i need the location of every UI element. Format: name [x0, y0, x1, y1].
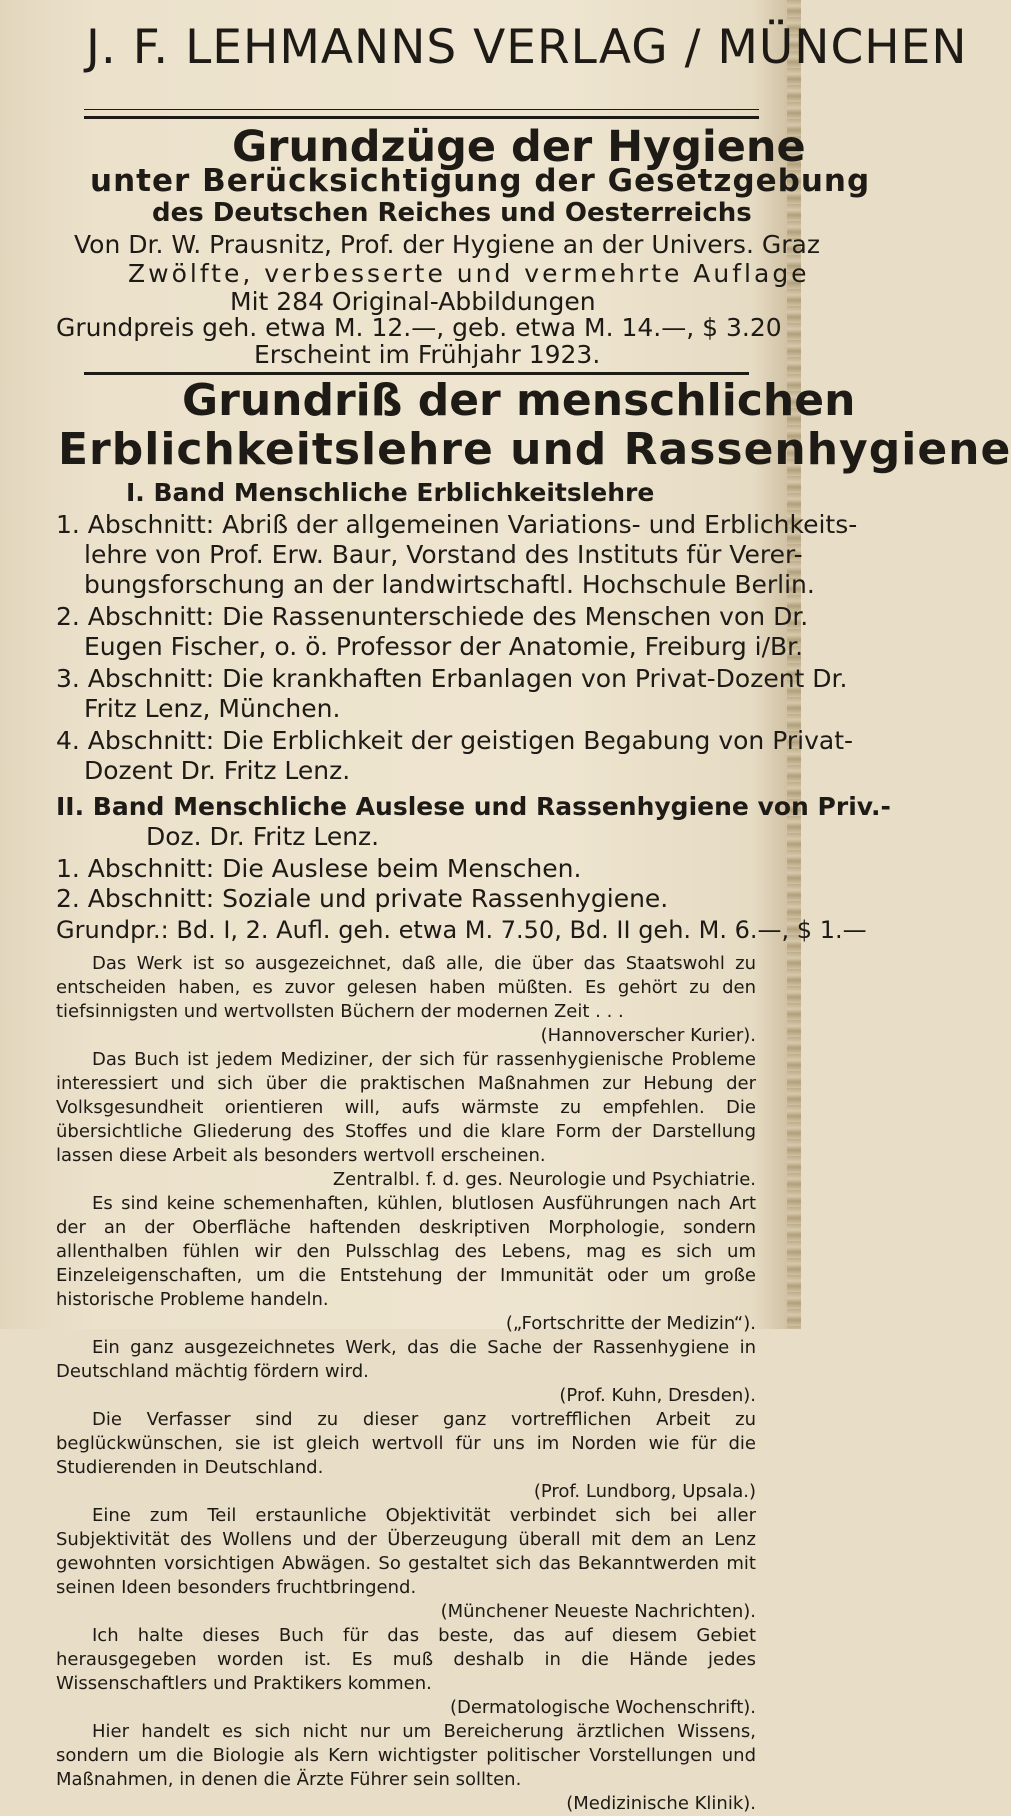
- divider-top: [84, 116, 759, 119]
- book1-illustrations: Mit 284 Original-Abbildungen: [230, 287, 596, 316]
- band2-heading-cont: Doz. Dr. Fritz Lenz.: [146, 822, 380, 851]
- review-source: (Dermatologische Wochenschrift).: [449, 1697, 756, 1718]
- band1-section-line: Eugen Fischer, o. ö. Professor der Anatomie, Freiburg i/Br.: [84, 632, 804, 661]
- review-text: Hier handelt es sich nicht nur um Bereicherung ärztlichen Wissens, sondern um die Biologie als Kern wichtigster politischer Vorstellungen und Maßnahmen, in denen die Ärzte Führer sein sollten.: [56, 1721, 756, 1790]
- band1-section-line: 2. Abschnitt: Die Rassenunterschiede des Menschen von Dr.: [56, 602, 809, 631]
- divider-thin: [84, 109, 759, 110]
- book2-price: Grundpr.: Bd. I, 2. Aufl. geh. etwa M. 7.50, Bd. II geh. M. 6.—, $ 1.—: [56, 916, 867, 944]
- publisher-header: J. F. LEHMANNS VERLAG / MÜNCHEN: [86, 20, 968, 75]
- review-source: (Medizinische Klinik).: [566, 1793, 756, 1814]
- review-text: Eine zum Teil erstaunliche Objektivität verbindet sich bei aller Subjektivität des Wollens und der Überzeugung überall mit dem an Lenz gewohnten vorsichtigen Abwägen. So gestaltet sich das Bekanntwerden mit seinen Ideen besonders fruchtbringend.: [56, 1505, 756, 1598]
- review-text: Es sind keine schemenhaften, kühlen, blutlosen Ausführungen nach Art der an der Oberfläche haftenden deskriptiven Morphologie, sondern allenthalben fühlen wir den Pulsschlag des Lebens, mag es sich um Einzeleigenschaften, um die Entstehung der Immunität oder um große historische Probleme handeln.: [56, 1193, 756, 1310]
- band1-section-line: Dozent Dr. Fritz Lenz.: [84, 756, 351, 785]
- review: [56, 1192, 756, 1336]
- review-source: („Fortschritte der Medizin“).: [505, 1313, 756, 1334]
- review-source: (Prof. Lundborg, Upsala.): [533, 1481, 756, 1502]
- review: [56, 952, 756, 1048]
- book1-subtitle: unter Berücksichtigung der Gesetzgebung: [90, 163, 871, 199]
- review-text: Ein ganz ausgezeichnetes Werk, das die Sache der Rassenhygiene in Deutschland mächtig fördern wird.: [56, 1337, 756, 1382]
- book1-author: Von Dr. W. Prausnitz, Prof. der Hygiene an der Univers. Graz: [74, 230, 820, 259]
- book1-price: Grundpreis geh. etwa M. 12.—, geb. etwa M. 14.—, $ 3.20: [56, 313, 782, 342]
- review: [56, 1504, 756, 1624]
- review-source: Zentralbl. f. d. ges. Neurologie und Psychiatrie.: [332, 1169, 756, 1190]
- review-source: (Hannoverscher Kurier).: [540, 1025, 756, 1046]
- review-text: Das Werk ist so ausgezeichnet, daß alle, die über das Staatswohl zu entscheiden haben, es zuvor gelesen haben müßten. Es gehört zu den tiefsinnigsten und wertvollsten Büchern der modernen Zeit . . .: [56, 953, 756, 1022]
- book1-appears: Erscheint im Frühjahr 1923.: [254, 340, 601, 369]
- band2-section-line: 1. Abschnitt: Die Auslese beim Menschen.: [56, 854, 582, 883]
- band1-section-line: 1. Abschnitt: Abriß der allgemeinen Variations- und Erblichkeits-: [56, 510, 858, 539]
- book1-subtitle2: des Deutschen Reiches und Oesterreichs: [152, 198, 752, 228]
- review: [56, 1720, 756, 1816]
- review-text: Das Buch ist jedem Mediziner, der sich für rassenhygienische Probleme interessiert und sich über die praktischen Maßnahmen zur Hebung der Volksgesundheit orientieren will, aufs wärmste zu empfehlen. Die übersichtliche Gliederung des Stoffes und die klare Form der Darstellung lassen diese Arbeit als besonders wertvoll erscheinen.: [56, 1049, 756, 1166]
- review-text: Ich halte dieses Buch für das beste, das auf diesem Gebiet herausgegeben worden ist. Es muß deshalb in die Hände jedes Wissenschaftlers und Praktikers kommen.: [56, 1625, 756, 1694]
- review: [56, 1408, 756, 1504]
- band2-heading: II. Band Menschliche Auslese und Rassenhygiene von Priv.-: [56, 792, 891, 821]
- review-text: Die Verfasser sind zu dieser ganz vortrefflichen Arbeit zu beglückwünschen, sie ist gleich wertvoll für uns im Norden wie für die Studierenden in Deutschland.: [56, 1409, 756, 1478]
- review-source: (Prof. Kuhn, Dresden).: [559, 1385, 756, 1406]
- review: [56, 1624, 756, 1720]
- book2-title-line2: Erblichkeitslehre und Rassenhygiene: [58, 424, 1011, 475]
- review-source: (Münchener Neueste Nachrichten).: [440, 1601, 756, 1622]
- band1-section-line: Fritz Lenz, München.: [84, 694, 341, 723]
- review: [56, 1336, 756, 1408]
- reviews-section: [56, 952, 756, 1816]
- book1-edition: Zwölfte, verbesserte und vermehrte Auflage: [128, 259, 810, 288]
- book2-title-line1: Grundriß der menschlichen: [182, 375, 856, 426]
- band1-section-line: 3. Abschnitt: Die krankhaften Erbanlagen von Privat-Dozent Dr.: [56, 664, 848, 693]
- band1-heading: I. Band Menschliche Erblichkeitslehre: [126, 478, 655, 507]
- book1-title: Grundzüge der Hygiene: [232, 122, 806, 172]
- band1-section-line: bungsforschung an der landwirtschaftl. Hochschule Berlin.: [84, 570, 815, 599]
- review: [56, 1048, 756, 1192]
- band1-section-line: 4. Abschnitt: Die Erblichkeit der geistigen Begabung von Privat-: [56, 726, 854, 755]
- band1-section-line: lehre von Prof. Erw. Baur, Vorstand des Instituts für Verer-: [84, 540, 803, 569]
- band2-section-line: 2. Abschnitt: Soziale und private Rassenhygiene.: [56, 884, 669, 913]
